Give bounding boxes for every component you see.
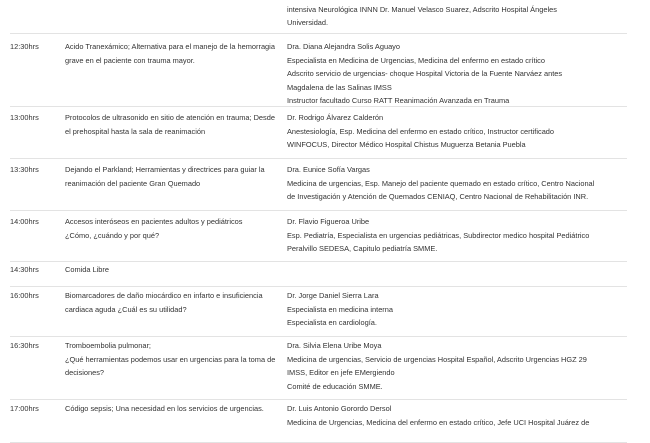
- topic-line: ¿Cómo, ¿cuándo y por qué?: [65, 230, 160, 240]
- session-topic: [65, 40, 285, 67]
- speaker-credential: Medicina de urgencias, Servicio de urgencias Hospital Español, Adscrito Urgencias HGZ 29: [287, 354, 587, 364]
- speaker-credential: Medicina de Urgencias, Medicina del enfermo en estado crítico, Jefe UCI Hospital Juárez de: [287, 417, 590, 427]
- topic-line: reanimación del paciente Gran Quemado: [65, 178, 201, 188]
- topic-line: Acido Tranexámico; Alternativa para el manejo de la hemorragia: [65, 42, 275, 51]
- speaker-credential: WINFOCUS, Director Médico Hospital Chistus Muguerza Betania Puebla: [287, 140, 526, 149]
- session-time: 14:30hrs: [10, 265, 39, 274]
- session-topic: [65, 402, 285, 416]
- session-speaker: [287, 40, 627, 108]
- speaker-line: Universidad.: [287, 18, 329, 27]
- session-topic: [65, 163, 285, 190]
- agenda-row: [10, 111, 627, 159]
- session-time: 16:30hrs: [10, 341, 39, 350]
- speaker-credential: Instructor facultado Curso RATT Reanimación Avanzada en Trauma: [287, 96, 510, 105]
- speaker-credential: Especialista en cardiología.: [287, 318, 377, 327]
- session-speaker: [287, 111, 627, 152]
- topic-line: Protocolos de ultrasonido en sitio de atención en trauma; Desde: [65, 113, 275, 122]
- speaker-credential: Anestesiología, Esp. Medicina del enfermo en estado crítico, Instructor certificado: [287, 126, 555, 136]
- session-time: 13:30hrs: [10, 165, 39, 174]
- session-speaker: [287, 215, 627, 256]
- speaker-credential: Esp. Pediatría, Especialista en urgencias pediátricas, Subdirector medico hospital Pediátrico: [287, 230, 590, 240]
- topic-line: Tromboembolia pulmonar;: [65, 341, 151, 350]
- topic-line: el prehospital hasta la sala de reanimación: [65, 126, 206, 136]
- agenda-row: [10, 339, 627, 400]
- topic-line: ¿Qué herramientas podemos usar en urgencias para la toma de: [65, 354, 276, 364]
- session-time: 12:30hrs: [10, 42, 39, 51]
- session-speaker: [287, 289, 627, 330]
- agenda-row: [10, 289, 627, 337]
- speaker-credential: Peralvillo SEDESA, Capitulo pediatría SMME.: [287, 244, 438, 253]
- session-speaker: [287, 402, 627, 429]
- agenda-row: [10, 263, 627, 287]
- speaker-name: Dra. Silvia Elena Uribe Moya: [287, 341, 382, 350]
- speaker-name: Dra. Diana Alejandra Solis Aguayo: [287, 42, 400, 51]
- speaker-credential: de Investigación y Atención de Quemados CENIAQ, Centro Nacional de Rehabilitación INR.: [287, 192, 589, 201]
- speaker-credential: Magdalena de las Salinas IMSS: [287, 82, 392, 92]
- speaker-credential: Comité de educación SMME.: [287, 381, 383, 391]
- speaker-credential: Especialista en medicina interna: [287, 304, 393, 314]
- topic-line: Código sepsis; Una necesidad en los servicios de urgencias.: [65, 404, 264, 413]
- topic-line: Comida Libre: [65, 265, 109, 274]
- speaker-credential: IMSS, Editor en jefe EMergiendo: [287, 368, 395, 377]
- topic-line: Accesos interóseos en pacientes adultos y pediátricos: [65, 217, 243, 226]
- agenda-row: [10, 215, 627, 262]
- topic-line: cardiaca aguda ¿Cuál es su utilidad?: [65, 304, 187, 314]
- session-time: 14:00hrs: [10, 217, 39, 226]
- speaker-credential: Especialista en Medicina de Urgencias, Medicina del enfermo en estado crítico: [287, 55, 545, 65]
- session-speaker: [287, 339, 627, 393]
- session-topic: [65, 339, 285, 380]
- topic-line: grave en el paciente con trauma mayor.: [65, 55, 195, 65]
- agenda-row: [10, 40, 627, 107]
- session-topic: [65, 263, 285, 277]
- session-topic: [65, 111, 285, 138]
- session-topic: [65, 289, 285, 316]
- speaker-line: intensiva Neurológica INNN Dr. Manuel Velasco Suarez, Adscrito Hospital Ángeles: [287, 5, 557, 14]
- divider: [10, 33, 627, 34]
- session-time: 13:00hrs: [10, 113, 39, 122]
- speaker-name: Dr. Luis Antonio Gorordo Dersol: [287, 404, 392, 413]
- session-time: 17:00hrs: [10, 404, 39, 413]
- speaker-name: Dr. Flavio Figueroa Uribe: [287, 217, 370, 226]
- session-speaker: [287, 163, 627, 204]
- speaker-name: Dra. Eunice Sofía Vargas: [287, 165, 370, 174]
- speaker-credential: Medicina de urgencias, Esp. Manejo del paciente quemado en estado crítico, Centro Nacional: [287, 178, 595, 188]
- agenda-row: [10, 163, 627, 211]
- speaker-credential: Adscrito servicio de urgencias- choque Hospital Victoria de la Fuente Narváez antes: [287, 69, 563, 78]
- continued-speaker-info: [287, 3, 627, 29]
- topic-line: Dejando el Parkland; Herramientas y directrices para guiar la: [65, 165, 265, 174]
- session-topic: [65, 215, 285, 242]
- topic-line: decisiones?: [65, 368, 105, 377]
- speaker-name: Dr. Jorge Daniel Sierra Lara: [287, 291, 379, 300]
- session-time: 16:00hrs: [10, 291, 39, 300]
- speaker-name: Dr. Rodrigo Álvarez Calderón: [287, 113, 384, 122]
- topic-line: Biomarcadores de daño miocárdico en infarto e insuficiencia: [65, 291, 263, 300]
- agenda-row: [10, 402, 627, 443]
